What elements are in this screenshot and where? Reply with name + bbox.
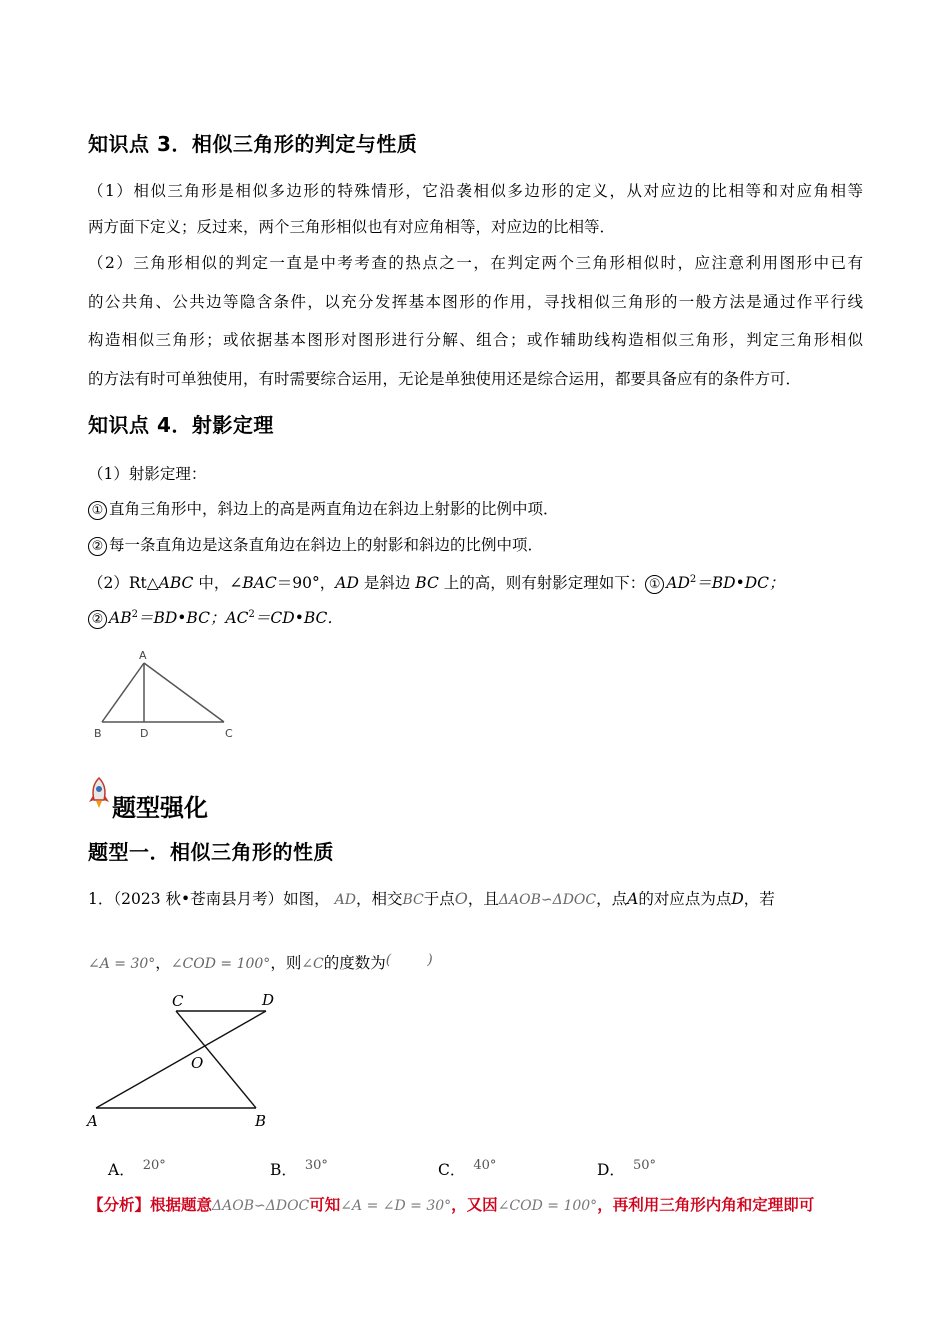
label-d: D bbox=[140, 727, 149, 740]
text: 于点 bbox=[423, 890, 455, 908]
text: ，点 bbox=[596, 890, 628, 908]
text: 可知 bbox=[309, 1195, 341, 1214]
option-a[interactable] bbox=[108, 1158, 166, 1180]
math-similar: ΔAOB∽ΔDOC bbox=[498, 892, 597, 908]
math-formula-2a: ＝BD•BC； bbox=[137, 609, 226, 627]
circle-number-2: ② bbox=[88, 537, 107, 556]
type-one-title: 题型一．相似三角形的性质 bbox=[88, 840, 334, 864]
math-formula-1: ＝BD•DC； bbox=[696, 574, 785, 592]
label-d: D bbox=[262, 991, 275, 1009]
math-bc: BC bbox=[402, 892, 424, 908]
option-value: 40° bbox=[473, 1158, 497, 1173]
label-c: C bbox=[225, 727, 233, 740]
text: ，则 bbox=[270, 954, 302, 972]
section4-title: 知识点 4．射影定理 bbox=[88, 413, 274, 437]
circle-number-1: ① bbox=[645, 575, 664, 594]
section3-para1-line2: 两方面下定义；反过来，两个三角形相似也有对应角相等，对应边的比相等． bbox=[88, 218, 616, 236]
right-triangle-figure bbox=[88, 645, 248, 745]
text: （2）Rt△ bbox=[88, 574, 159, 592]
option-value: 20° bbox=[142, 1158, 166, 1173]
question-1-line2 bbox=[88, 951, 433, 973]
math-angle-a: ∠A = 30° bbox=[88, 956, 156, 972]
math-ac: AC bbox=[225, 609, 249, 627]
label-c: C bbox=[172, 992, 184, 1010]
option-label: C． bbox=[438, 1161, 466, 1179]
option-value: 30° bbox=[304, 1158, 328, 1173]
text: 的度数为 bbox=[323, 954, 386, 972]
section3-para2-line1: （2）三角形相似的判定一直是中考考查的热点之一，在判定两个三角形相似时，应注意利用图形中已有 bbox=[88, 254, 863, 272]
superscript: 2 bbox=[689, 573, 697, 585]
projection-item-2 bbox=[88, 533, 543, 556]
text: 是斜边 bbox=[358, 574, 416, 592]
math-bc: BC bbox=[415, 574, 439, 592]
label-a: A bbox=[139, 649, 147, 662]
option-label: B． bbox=[270, 1161, 297, 1179]
math-d: D bbox=[731, 890, 744, 908]
section3-para2-line2: 的公共角、公共边等隐含条件，以充分发挥基本图形的作用，寻找相似三角形的一般方法是通过作平行线 bbox=[88, 293, 863, 311]
projection-theorem-label: （1）射影定理： bbox=[88, 465, 207, 483]
text: ， bbox=[155, 954, 171, 972]
option-value: 50° bbox=[632, 1158, 656, 1173]
option-b[interactable] bbox=[270, 1158, 328, 1180]
projection-item-1-text: 直角三角形中，斜边上的高是两直角边在斜边上射影的比例中项． bbox=[109, 500, 559, 518]
text: 上的高，则有射影定理如下： bbox=[438, 574, 646, 592]
math-formula-2b: ＝CD•BC． bbox=[254, 609, 343, 627]
math-angle-eq: ∠A = ∠D = 30° bbox=[340, 1198, 452, 1214]
projection-formula-line2 bbox=[88, 606, 343, 629]
circle-number-1: ① bbox=[88, 501, 107, 520]
edge-ab bbox=[102, 663, 144, 722]
edge-da bbox=[96, 1011, 266, 1108]
text: ＝90°， bbox=[276, 574, 336, 592]
option-label: D． bbox=[597, 1161, 625, 1179]
math-o: O bbox=[454, 889, 468, 908]
label-b: B bbox=[94, 727, 102, 740]
text: ，相交 bbox=[355, 890, 403, 908]
text: 中，∠ bbox=[193, 574, 243, 592]
circle-number-2: ② bbox=[88, 610, 107, 629]
question-number: 1． bbox=[88, 890, 114, 908]
paren-close: ) bbox=[427, 952, 433, 968]
paren-open: ( bbox=[385, 952, 392, 968]
math-bac: BAC bbox=[242, 574, 277, 592]
projection-formula-line1 bbox=[88, 571, 785, 594]
math-ab: AB bbox=[109, 609, 132, 627]
bowtie-figure bbox=[84, 985, 294, 1135]
rocket-icon bbox=[86, 776, 112, 810]
text: 的对应点为点 bbox=[638, 890, 732, 908]
practice-banner: 题型强化 bbox=[112, 794, 208, 822]
section3-title: 知识点 3．相似三角形的判定与性质 bbox=[88, 132, 418, 156]
edge-bc bbox=[176, 1011, 256, 1108]
question-source: （2023 秋•苍南县月考）如图， bbox=[113, 890, 330, 908]
label-a: A bbox=[87, 1112, 98, 1130]
math-angle-cod: ∠COD = 100° bbox=[170, 956, 271, 972]
superscript: 2 bbox=[248, 608, 255, 620]
math-angle-c: ∠C bbox=[301, 956, 324, 972]
text: ，若 bbox=[743, 890, 775, 908]
math-similar: ΔAOB∽ΔDOC bbox=[212, 1198, 310, 1214]
text: ，且 bbox=[467, 890, 499, 908]
question-1-line1 bbox=[88, 887, 775, 909]
analysis-line bbox=[88, 1193, 814, 1215]
section3-para2-line4: 的方法有时可单独使用，有时需要综合运用，无论是单独使用还是综合运用，都要具备应有的条件方可． bbox=[88, 370, 802, 388]
math-ad: AD bbox=[666, 574, 690, 592]
math-ad: AD bbox=[335, 574, 359, 592]
label-o: O bbox=[191, 1054, 204, 1072]
text: ，再利用三角形内角和定理即可 bbox=[597, 1195, 815, 1214]
math-angle-cod: ∠COD = 100° bbox=[497, 1198, 598, 1214]
option-d[interactable] bbox=[597, 1158, 656, 1180]
math-ad: AD bbox=[334, 892, 356, 908]
option-label: A． bbox=[108, 1161, 135, 1179]
edge-ac bbox=[144, 663, 224, 722]
option-c[interactable] bbox=[438, 1158, 496, 1180]
superscript: 2 bbox=[131, 608, 138, 620]
text: 根据题意 bbox=[150, 1195, 213, 1214]
section3-para1-line1: （1）相似三角形是相似多边形的特殊情形，它沿袭相似多边形的定义，从对应边的比相等和对应角相等 bbox=[88, 182, 863, 200]
section3-para2-line3: 构造相似三角形；或依据基本图形对图形进行分解、组合；或作辅助线构造相似三角形，判定三角形相似 bbox=[88, 331, 863, 349]
text: ，又因 bbox=[451, 1195, 498, 1214]
label-b: B bbox=[255, 1112, 267, 1130]
math-abc: ABC bbox=[158, 574, 194, 592]
projection-item-2-text: 每一条直角边是这条直角边在斜边上的射影和斜边的比例中项． bbox=[109, 536, 544, 554]
projection-item-1 bbox=[88, 497, 559, 520]
math-a: A bbox=[627, 890, 639, 908]
analysis-tag: 【分析】 bbox=[88, 1195, 151, 1214]
